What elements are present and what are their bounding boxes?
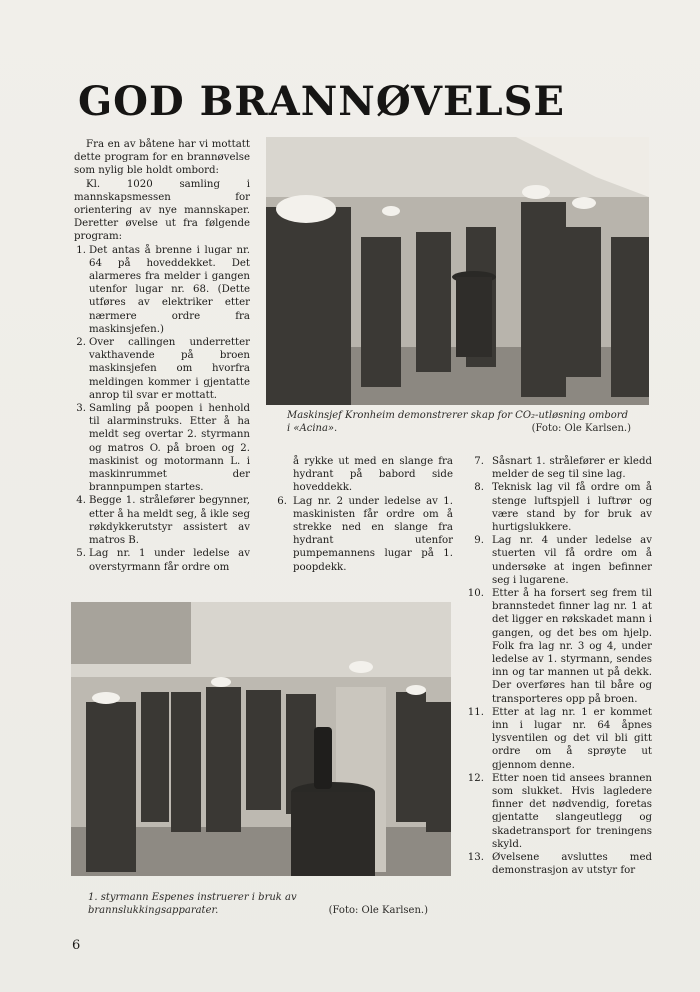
list-item: 8. Teknisk lag vil få ordre om å stenge luftspjell i luftrør og være stand by for bruk av hurtigslukkere. — [474, 482, 652, 534]
intro-paragraph-2: Kl. 1020 samling i mannskapsmessen for orientering av nye mannskaper. Deretter øvelse ut fra følgende program: — [74, 178, 250, 243]
list-item: 2. Over callingen underretter vakthavende på broen maskinsjefen om hvorfra meldingen kommer i gjentatte anrop til svar er mottatt. — [76, 337, 250, 401]
list-item: 13. Øvelsene avsluttes med demonstrasjon av utstyr for — [467, 852, 652, 877]
program-list-left — [74, 244, 250, 574]
list-item: 12. Etter noen tid ansees brannen som slukket. Hvis lagledere finner det nødvendig, foretas gjentatte slangeutlegg og skadetransport for treningens skyld. — [467, 772, 652, 850]
list-item: 6. Lag nr. 2 under ledelse av 1. maskinisten får ordre om å strekke ned en slange fra hydrant utenfor pumpemannens lugar på 1. poopdekk. — [277, 495, 453, 573]
caption-text: Maskinsjef Kronheim demonstrerer skap for CO₂-utløsning ombord i «Acina». — [287, 410, 628, 434]
continued-text: å rykke ut med en slange fra hydrant på babord side hoveddekk. — [293, 456, 453, 494]
program-list-right — [467, 455, 652, 878]
list-item: 11. Etter at lag nr. 1 er kommet inn i lugar nr. 64 åpnes lysventilen og det vil bli gitt ordre om å sprøyte ut gjennom denne. — [467, 706, 652, 771]
page-number: 6 — [72, 938, 81, 953]
list-item: 7. Såsnart 1. strålefører er kledd melder de seg til sine lag. — [474, 456, 652, 481]
list-item: 5. Lag nr. 1 under ledelse av overstyrmann får ordre om — [76, 548, 250, 573]
right-column — [467, 455, 652, 878]
program-list-middle — [275, 495, 453, 574]
photo-extinguisher-instruction — [71, 602, 451, 876]
list-item: 9. Lag nr. 4 under ledelse av stuerten vil få ordre om å undersøke at ingen befinner seg i lugarene. — [474, 535, 652, 586]
article-title: GOD BRANNØVELSE — [78, 78, 565, 125]
photo-caption-2 — [88, 892, 428, 917]
intro-paragraph: Fra en av båtene har vi mottatt dette program for en brannøvelse som nylig ble holdt ombord: — [74, 139, 250, 177]
photo-credit: (Foto: Ole Karlsen.) — [328, 904, 428, 916]
list-item: 4. Begge 1. strålefører begynner, etter å ha meldt seg, å ikle seg røkdykkerutstyr assistert av matros B. — [76, 495, 250, 547]
list-item: 1. Det antas å brenne i lugar nr. 64 på hoveddekket. Det alarmeres fra melder i gangen utenfor lugar nr. 68. (Dette utføres av elektriker etter nærmere ordre fra maskinsjefen.) — [76, 244, 250, 335]
list-item: 3. Samling på poopen i henhold til alarminstruks. Etter å ha meldt seg overtar 2. styrmann og matros O. på broen og 2. maskinist og motormann L. i maskinrummet der brannpumpen startes. — [76, 403, 250, 494]
caption-text: 1. styrmann Espenes instruerer i bruk av brannslukkingsapparater. — [88, 892, 297, 916]
photo-engineer-demonstration — [266, 137, 649, 405]
photo-caption-1 — [287, 410, 631, 435]
middle-column — [277, 455, 453, 574]
left-column — [74, 138, 250, 574]
photo-credit: (Foto: Ole Karlsen.) — [531, 422, 631, 434]
list-item: 10. Etter å ha forsert seg frem til brannstedet finner lag nr. 1 at det ligger en røkskadet mann i gangen, og det bes om hjelp. Folk fra lag nr. 3 og 4, under ledelse av 1. styrmann, sendes inn og tar mannen ut på dekk. Der overføres han til båre og transporteres opp på broen. — [467, 588, 652, 705]
